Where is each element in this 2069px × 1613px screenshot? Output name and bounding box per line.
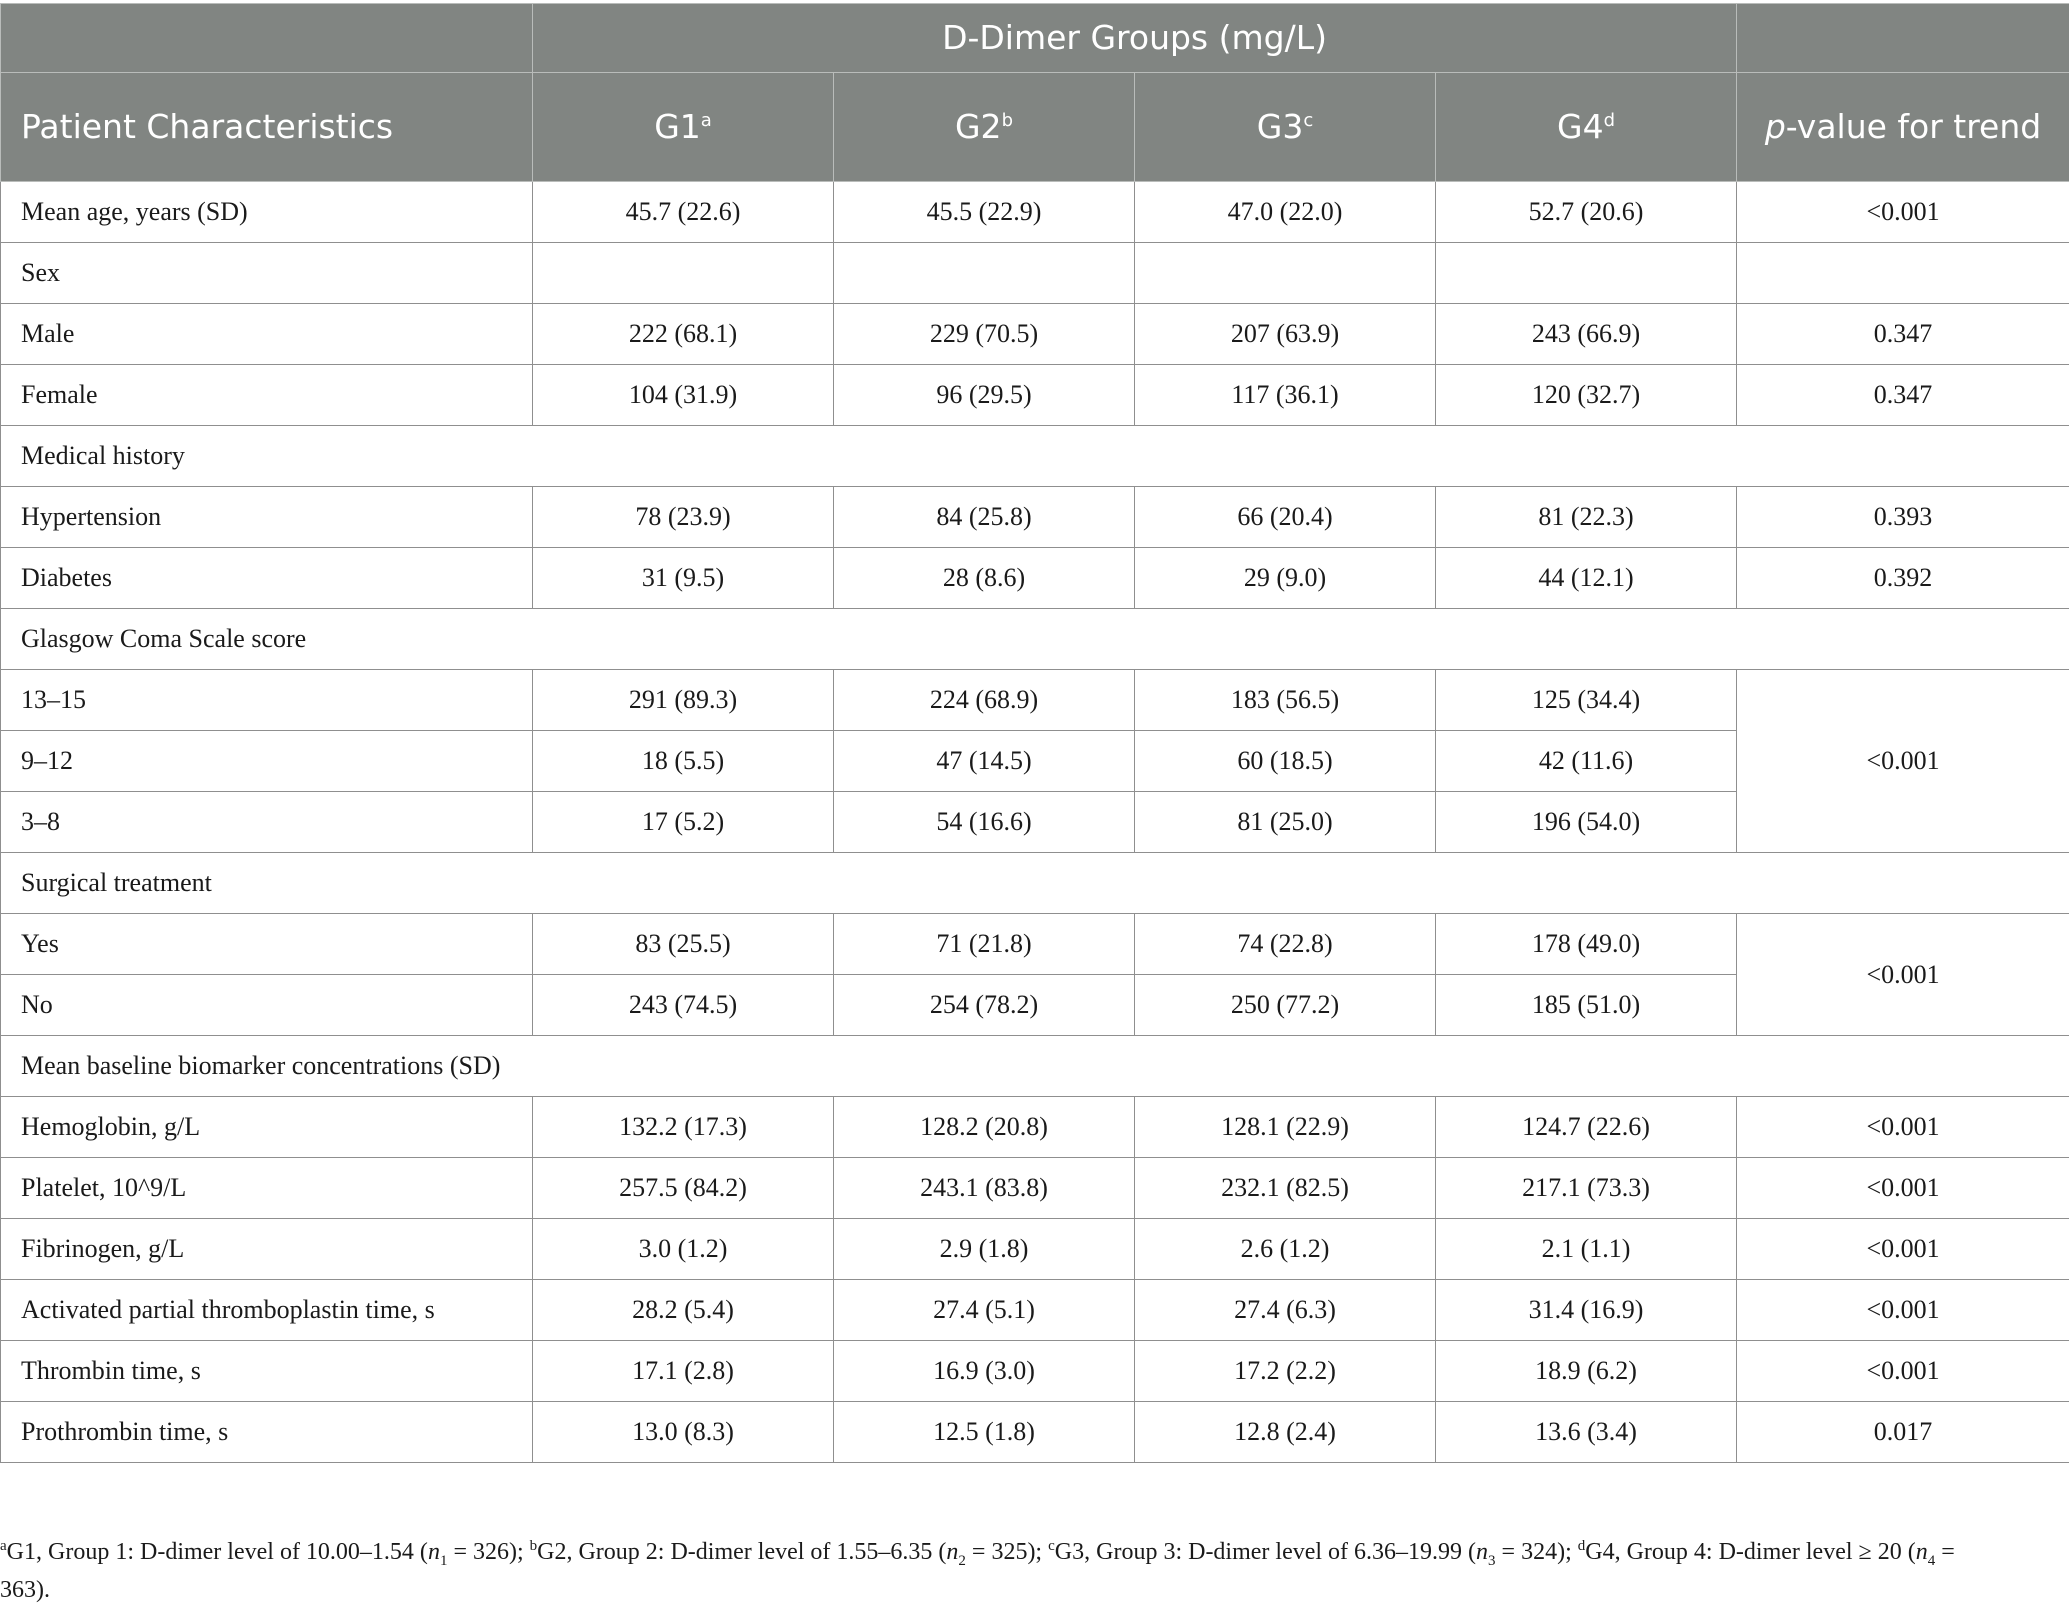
- value-cell-g1: 17.1 (2.8): [533, 1341, 834, 1402]
- table-row: [1, 1097, 2069, 1158]
- p-value-cell: 0.392: [1737, 548, 2069, 609]
- footnote-sup: a: [0, 1538, 7, 1554]
- value-cell-g2: 54 (16.6): [834, 792, 1135, 853]
- value-cell-g4: 196 (54.0): [1436, 792, 1737, 853]
- value-cell-g2: 45.5 (22.9): [834, 182, 1135, 243]
- value-cell-g2: 243.1 (83.8): [834, 1158, 1135, 1219]
- value-cell-g4: 125 (34.4): [1436, 670, 1737, 731]
- group-footnote-mark: b: [1001, 110, 1013, 132]
- value-cell-g2: 254 (78.2): [834, 975, 1135, 1036]
- table-row: [1, 487, 2069, 548]
- value-cell-g2: 71 (21.8): [834, 914, 1135, 975]
- value-cell-g3: 232.1 (82.5): [1135, 1158, 1436, 1219]
- group-name: G3: [1256, 107, 1304, 147]
- footnote-i: n: [427, 1539, 440, 1565]
- row-label: Thrombin time, s: [1, 1341, 533, 1402]
- value-cell-g2: 2.9 (1.8): [834, 1219, 1135, 1280]
- value-cell-g2: 224 (68.9): [834, 670, 1135, 731]
- row-label: Female: [1, 365, 533, 426]
- value-cell-g3: 47.0 (22.0): [1135, 182, 1436, 243]
- p-value-cell: <0.001: [1737, 182, 2069, 243]
- header-blank-left: [1, 4, 533, 73]
- footnote-sub: 3: [1488, 1552, 1496, 1569]
- value-cell-g3: 81 (25.0): [1135, 792, 1436, 853]
- value-cell-g4: 13.6 (3.4): [1436, 1402, 1737, 1463]
- value-cell-g4: 31.4 (16.9): [1436, 1280, 1737, 1341]
- group-header-g2: [834, 73, 1135, 182]
- table-footnote: [0, 1533, 2000, 1609]
- value-cell-g1: 83 (25.5): [533, 914, 834, 975]
- row-label: 9–12: [1, 731, 533, 792]
- footnote-text: G1, Group 1: D-dimer level of 10.00–1.54 (: [6, 1539, 428, 1565]
- value-cell-g3: 27.4 (6.3): [1135, 1280, 1436, 1341]
- value-cell-g1: 17 (5.2): [533, 792, 834, 853]
- group-name: G4: [1557, 107, 1604, 147]
- row-label: Fibrinogen, g/L: [1, 1219, 533, 1280]
- row-label: Hemoglobin, g/L: [1, 1097, 533, 1158]
- section-row: [1, 426, 2069, 487]
- p-value-cell: 0.347: [1737, 365, 2069, 426]
- group-footnote-mark: a: [700, 110, 712, 132]
- value-cell-g3: 128.1 (22.9): [1135, 1097, 1436, 1158]
- value-cell-g1: 257.5 (84.2): [533, 1158, 834, 1219]
- table-row: [1, 1158, 2069, 1219]
- value-cell-g2: 28 (8.6): [834, 548, 1135, 609]
- table-row: [1, 1219, 2069, 1280]
- empty-cell: [834, 243, 1135, 304]
- empty-cell: [1135, 243, 1436, 304]
- characteristics-table: [0, 3, 2069, 1463]
- value-cell-g3: 250 (77.2): [1135, 975, 1436, 1036]
- p-value-cell: <0.001: [1737, 1341, 2069, 1402]
- value-cell-g1: 18 (5.5): [533, 731, 834, 792]
- p-value-cell: <0.001: [1737, 1158, 2069, 1219]
- value-cell-g3: 12.8 (2.4): [1135, 1402, 1436, 1463]
- group-name: G2: [954, 107, 1002, 147]
- value-cell-g2: 229 (70.5): [834, 304, 1135, 365]
- p-italic: p: [1764, 107, 1786, 147]
- value-cell-g1: 31 (9.5): [533, 548, 834, 609]
- value-cell-g2: 12.5 (1.8): [834, 1402, 1135, 1463]
- footnote-sub: 1: [439, 1552, 448, 1569]
- p-value-cell: <0.001: [1737, 1219, 2069, 1280]
- table-row: [1, 670, 2069, 731]
- p-value-cell: <0.001: [1737, 1280, 2069, 1341]
- row-label: 3–8: [1, 792, 533, 853]
- row-label: Medical history: [1, 426, 2069, 487]
- value-cell-g4: 42 (11.6): [1436, 731, 1737, 792]
- group-footnote-mark: c: [1303, 110, 1314, 132]
- row-label: No: [1, 975, 533, 1036]
- section-row: [1, 243, 2069, 304]
- value-cell-g4: 185 (51.0): [1436, 975, 1737, 1036]
- p-value-cell: <0.001: [1737, 1097, 2069, 1158]
- table-row: [1, 182, 2069, 243]
- footnote-i: n: [1915, 1539, 1928, 1565]
- row-label: Hypertension: [1, 487, 533, 548]
- value-cell-g2: 96 (29.5): [834, 365, 1135, 426]
- value-cell-g4: 18.9 (6.2): [1436, 1341, 1737, 1402]
- value-cell-g1: 222 (68.1): [533, 304, 834, 365]
- group-header-g1: [533, 73, 834, 182]
- value-cell-g1: 243 (74.5): [533, 975, 834, 1036]
- value-cell-g4: 2.1 (1.1): [1436, 1219, 1737, 1280]
- footnote-sup: d: [1577, 1538, 1586, 1554]
- value-cell-g3: 117 (36.1): [1135, 365, 1436, 426]
- table-row: [1, 1341, 2069, 1402]
- empty-cell: [1436, 243, 1737, 304]
- value-cell-g2: 27.4 (5.1): [834, 1280, 1135, 1341]
- value-cell-g4: 217.1 (73.3): [1436, 1158, 1737, 1219]
- value-cell-g3: 29 (9.0): [1135, 548, 1436, 609]
- p-value-cell: <0.001: [1737, 914, 2069, 1036]
- value-cell-g3: 66 (20.4): [1135, 487, 1436, 548]
- row-label: Yes: [1, 914, 533, 975]
- value-cell-g3: 60 (18.5): [1135, 731, 1436, 792]
- p-label-rest: -value for trend: [1785, 107, 2042, 147]
- section-row: [1, 853, 2069, 914]
- group-header-g3: [1135, 73, 1436, 182]
- row-label: Mean age, years (SD): [1, 182, 533, 243]
- table-row: [1, 548, 2069, 609]
- table-row: [1, 1402, 2069, 1463]
- value-cell-g1: 132.2 (17.3): [533, 1097, 834, 1158]
- footnote-sub: 2: [958, 1552, 966, 1569]
- group-header-g4: [1436, 73, 1737, 182]
- empty-cell: [533, 243, 834, 304]
- section-row: [1, 609, 2069, 670]
- p-value-header: [1737, 73, 2069, 182]
- footnote-text: G4, Group 4: D-dimer level ≥ 20 (: [1585, 1539, 1916, 1565]
- header-row-groups: [1, 4, 2069, 73]
- row-label: Activated partial thromboplastin time, s: [1, 1280, 533, 1341]
- value-cell-g4: 52.7 (20.6): [1436, 182, 1737, 243]
- header-row-columns: [1, 73, 2069, 182]
- footnote-i: n: [1476, 1539, 1489, 1565]
- p-value-cell: <0.001: [1737, 670, 2069, 853]
- table-row: [1, 365, 2069, 426]
- footnote-sup: c: [1048, 1538, 1055, 1554]
- p-value-cell: 0.393: [1737, 487, 2069, 548]
- footnote-text: = 326);: [447, 1539, 530, 1565]
- value-cell-g1: 104 (31.9): [533, 365, 834, 426]
- group-title-header: D-Dimer Groups (mg/L): [533, 4, 1737, 73]
- group-footnote-mark: d: [1603, 110, 1616, 132]
- value-cell-g4: 243 (66.9): [1436, 304, 1737, 365]
- footnote-i: n: [946, 1539, 959, 1565]
- footnote-text: = 325);: [965, 1539, 1049, 1565]
- p-value-cell: 0.017: [1737, 1402, 2069, 1463]
- row-label: Glasgow Coma Scale score: [1, 609, 2069, 670]
- row-label: Surgical treatment: [1, 853, 2069, 914]
- footnote-text: G2, Group 2: D-dimer level of 1.55–6.35 (: [537, 1539, 947, 1565]
- value-cell-g3: 2.6 (1.2): [1135, 1219, 1436, 1280]
- value-cell-g3: 74 (22.8): [1135, 914, 1436, 975]
- value-cell-g4: 81 (22.3): [1436, 487, 1737, 548]
- row-label: Prothrombin time, s: [1, 1402, 533, 1463]
- value-cell-g2: 47 (14.5): [834, 731, 1135, 792]
- row-label: Platelet, 10^9/L: [1, 1158, 533, 1219]
- section-row: [1, 1036, 2069, 1097]
- table-row: [1, 914, 2069, 975]
- p-value-cell: 0.347: [1737, 304, 2069, 365]
- row-label: 13–15: [1, 670, 533, 731]
- table-header: [1, 4, 2069, 182]
- header-blank-right: [1737, 4, 2069, 73]
- value-cell-g3: 207 (63.9): [1135, 304, 1436, 365]
- value-cell-g1: 291 (89.3): [533, 670, 834, 731]
- empty-cell: [1737, 243, 2069, 304]
- row-header: Patient Characteristics: [1, 73, 533, 182]
- value-cell-g4: 178 (49.0): [1436, 914, 1737, 975]
- value-cell-g1: 3.0 (1.2): [533, 1219, 834, 1280]
- row-label: Mean baseline biomarker concentrations (SD): [1, 1036, 2069, 1097]
- value-cell-g3: 17.2 (2.2): [1135, 1341, 1436, 1402]
- value-cell-g1: 28.2 (5.4): [533, 1280, 834, 1341]
- row-label: Sex: [1, 243, 533, 304]
- footnote-text: = 363).: [0, 1539, 1955, 1603]
- value-cell-g1: 13.0 (8.3): [533, 1402, 834, 1463]
- footnote-text: = 324);: [1495, 1539, 1578, 1565]
- value-cell-g2: 128.2 (20.8): [834, 1097, 1135, 1158]
- table-body: [1, 182, 2069, 1463]
- value-cell-g4: 44 (12.1): [1436, 548, 1737, 609]
- table-row: [1, 304, 2069, 365]
- footnote-sub: 4: [1927, 1552, 1936, 1569]
- value-cell-g3: 183 (56.5): [1135, 670, 1436, 731]
- row-label: Male: [1, 304, 533, 365]
- value-cell-g1: 45.7 (22.6): [533, 182, 834, 243]
- value-cell-g2: 16.9 (3.0): [834, 1341, 1135, 1402]
- footnote-text: G3, Group 3: D-dimer level of 6.36–19.99 (: [1054, 1539, 1477, 1565]
- group-name: G1: [654, 107, 701, 147]
- value-cell-g4: 124.7 (22.6): [1436, 1097, 1737, 1158]
- value-cell-g4: 120 (32.7): [1436, 365, 1737, 426]
- row-label: Diabetes: [1, 548, 533, 609]
- footnote-sup: b: [529, 1538, 538, 1554]
- table-row: [1, 1280, 2069, 1341]
- value-cell-g2: 84 (25.8): [834, 487, 1135, 548]
- value-cell-g1: 78 (23.9): [533, 487, 834, 548]
